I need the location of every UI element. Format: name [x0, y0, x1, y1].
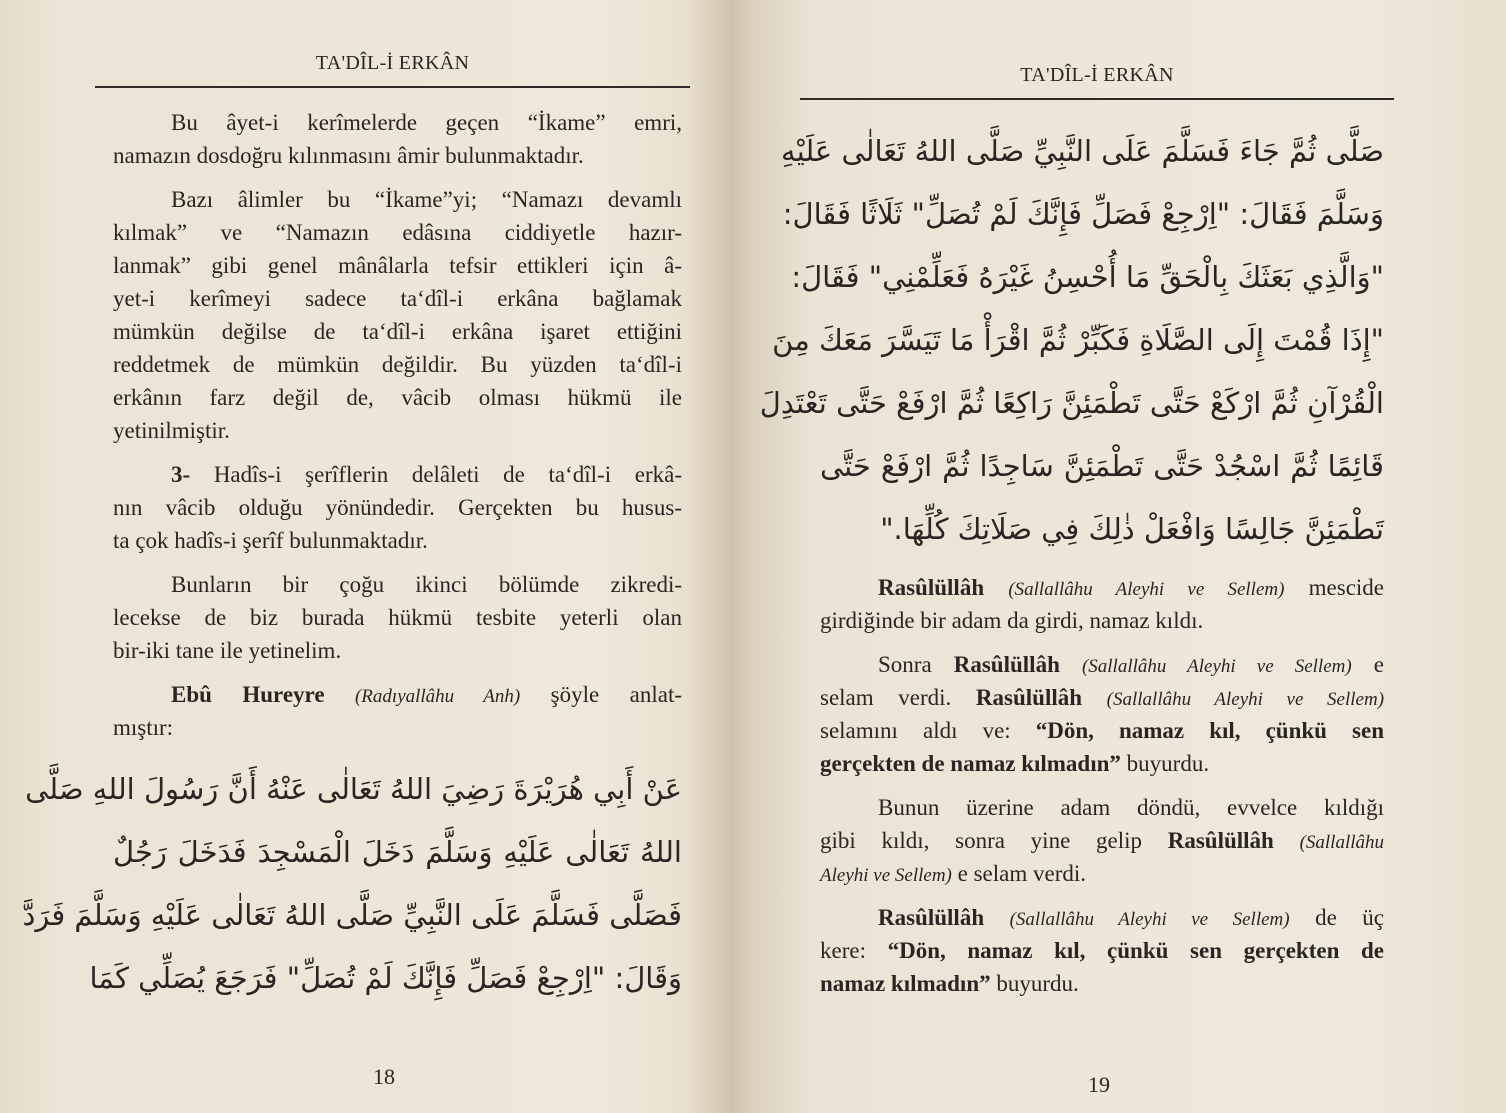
text: yet-i kerîmeyi sadece ta‘dîl-i erkâna bağlamak	[113, 286, 682, 311]
paragraph	[820, 791, 1384, 890]
text: selamını aldı ve:	[820, 718, 1036, 743]
italic-text: (Sallallâhu Aleyhi ve Sellem)	[1106, 689, 1385, 710]
text: e	[1351, 652, 1384, 677]
italic-text: (Sallallâhu Aleyhi ve Sellem)	[1081, 656, 1352, 677]
text	[1082, 685, 1107, 710]
arabic-line: قَائِمًا ثُمَّ اسْجُدْ حَتَّى تَطْمَئِنَّ سَاجِدًا ثُمَّ ارْفَعْ حَتَّى	[820, 449, 1384, 483]
text: reddetmek de mümkün değildir. Bu yüzden ta‘dîl-i	[113, 352, 682, 377]
arabic-line: الْقُرْآنِ ثُمَّ ارْكَعْ حَتَّى تَطْمَئِنَّ رَاكِعًا ثُمَّ ارْفَعْ حَتَّى تَعْتَدِلَ	[759, 386, 1384, 420]
text: girdiğinde bir adam da girdi, namaz kıldı.	[820, 608, 1204, 633]
text: erkânın farz değil de, vâcib olması hükmü ile	[113, 385, 682, 410]
paragraph	[113, 458, 682, 557]
bold-text: Rasûlüllâh	[878, 575, 985, 600]
text: Bu âyet-i kerîmelerde geçen “İkame” emri,	[171, 110, 682, 135]
italic-text: (Radıyallâhu Anh)	[354, 686, 521, 707]
paragraph	[820, 901, 1384, 1000]
page-number: 18	[373, 1064, 395, 1089]
text: Bazı âlimler bu “İkame”yi; “Namazı devamlı	[171, 187, 682, 212]
arabic-line: "إِذَا قُمْتَ إِلَى الصَّلَاةِ فَكَبِّرْ ثُمَّ اقْرَأْ مَا تَيَسَّرَ مَعَكَ مِنَ	[772, 323, 1384, 357]
arabic-line: وَسَلَّمَ فَقَالَ: "اِرْجِعْ فَصَلِّ فَإِنَّكَ لَمْ تُصَلِّ" ثَلَاثًا فَقَالَ:	[782, 197, 1384, 231]
text: Bunun üzerine adam döndü, evvelce kıldığı	[878, 795, 1384, 820]
text-line	[113, 106, 682, 139]
text	[1274, 828, 1300, 853]
text: selam verdi.	[820, 685, 976, 710]
text: Hadîs-i şerîflerin delâleti de ta‘dîl-i erkâ-	[190, 462, 682, 487]
text-line	[113, 458, 682, 491]
text: mümkün değilse de ta‘dîl-i erkâna işaret ettiğini	[113, 319, 682, 344]
text-line	[113, 568, 682, 601]
text: lanmak” gibi genel mânâlarla tefsir ettikleri için â-	[113, 253, 682, 278]
bold-text: “Dön, namaz kıl, çünkü sen gerçekten de	[887, 938, 1384, 963]
header-rule	[800, 98, 1394, 100]
paragraph	[113, 183, 682, 447]
paragraph	[113, 106, 682, 172]
text-line	[820, 714, 1384, 747]
text-line	[113, 348, 682, 381]
arabic-line: اللهُ تَعَالٰى عَلَيْهِ وَسَلَّمَ دَخَلَ الْمَسْجِدَ فَدَخَلَ رَجُلٌ	[113, 835, 682, 869]
bold-text: Rasûlüllâh	[1167, 828, 1274, 853]
turkish-text	[820, 571, 1384, 1000]
paragraph	[820, 571, 1384, 637]
turkish-text	[113, 106, 682, 744]
arabic-hadith-text	[759, 120, 1384, 561]
italic-text: (Sallallâhu Aleyhi ve Sellem)	[1009, 909, 1290, 930]
text-line	[820, 857, 1384, 890]
bold-text: 3-	[171, 462, 191, 487]
paragraph	[113, 678, 682, 744]
header-rule	[95, 86, 690, 88]
text-line	[820, 934, 1384, 967]
running-header: TA'DÎL-İ ERKÂN	[1020, 64, 1174, 86]
text-line	[113, 634, 682, 667]
text-line	[113, 216, 682, 249]
text	[984, 575, 1008, 600]
text: ta çok hadîs-i şerîf bulunmaktadır.	[113, 528, 428, 553]
text: namazın dosdoğru kılınmasını âmir bulunmaktadır.	[113, 143, 584, 168]
page-body	[22, 106, 690, 1010]
text-line	[820, 571, 1384, 604]
italic-text: (Sallallâhu Aleyhi ve Sellem)	[1008, 579, 1285, 600]
italic-text: (Sallallâhu	[1299, 832, 1385, 853]
bold-text: Rasûlüllâh	[878, 905, 985, 930]
arabic-line: عَنْ أَبِي هُرَيْرَةَ رَضِيَ اللهُ تَعَالٰى عَنْهُ أَنَّ رَسُولَ اللهِ صَلَّى	[25, 772, 682, 806]
arabic-line: وَقَالَ: "اِرْجِعْ فَصَلِّ فَإِنَّكَ لَمْ تُصَلِّ" فَرَجَعَ يُصَلِّي كَمَا	[89, 961, 682, 995]
text-line	[820, 681, 1384, 714]
right-page	[759, 64, 1394, 1000]
text: buyurdu.	[1120, 751, 1210, 776]
paragraph	[113, 568, 682, 667]
arabic-hadith-text	[22, 758, 682, 1010]
text-line	[113, 601, 682, 634]
arabic-line: فَصَلَّى فَسَلَّمَ عَلَى النَّبِيِّ صَلَّى اللهُ تَعَالٰى عَلَيْهِ وَسَلَّمَ فَرَدَّ	[22, 898, 682, 932]
text-line	[820, 824, 1384, 857]
text-line	[113, 678, 682, 711]
bold-text: Ebû Hureyre	[171, 682, 325, 707]
text: gibi kıldı, sonra yine gelip	[820, 828, 1168, 853]
text-line	[113, 414, 682, 447]
text	[325, 682, 355, 707]
bold-text: Rasûlüllâh	[975, 685, 1083, 710]
text-line	[820, 901, 1384, 934]
text-line	[820, 604, 1384, 637]
text	[984, 905, 1010, 930]
paragraph	[820, 648, 1384, 780]
text: şöyle anlat-	[520, 682, 682, 707]
page-body	[759, 120, 1394, 1000]
text: e selam verdi.	[951, 861, 1086, 886]
text-line	[820, 747, 1384, 780]
page-number: 19	[1088, 1072, 1110, 1097]
text-line	[820, 967, 1384, 1000]
text-line	[113, 249, 682, 282]
text-line	[113, 139, 682, 172]
text: yetinilmiştir.	[113, 418, 230, 443]
bold-text: gerçekten de namaz kılmadın”	[820, 751, 1121, 776]
text: bir-iki tane ile yetinelim.	[113, 638, 342, 663]
text	[1060, 652, 1082, 677]
running-header: TA'DÎL-İ ERKÂN	[315, 52, 470, 74]
text: lecekse de biz burada hükmü tesbite yeterli olan	[113, 605, 682, 630]
text-line	[113, 381, 682, 414]
text-line	[113, 524, 682, 557]
left-page	[22, 52, 690, 1010]
text: Bunların bir çoğu ikinci bölümde zikredi-	[171, 572, 682, 597]
text: kılmak” ve “Namazın edâsına ciddiyetle hazır-	[113, 220, 682, 245]
bold-text: namaz kılmadın”	[820, 971, 991, 996]
text: mescide	[1284, 575, 1385, 600]
bold-text: Rasûlüllâh	[953, 652, 1060, 677]
text: Sonra	[878, 652, 954, 677]
text: mıştır:	[113, 715, 174, 740]
text: kere:	[820, 938, 888, 963]
text-line	[820, 791, 1384, 824]
text-line	[820, 648, 1384, 681]
text: buyurdu.	[990, 971, 1079, 996]
text-line	[113, 315, 682, 348]
arabic-line: "وَالَّذِي بَعَثَكَ بِالْحَقِّ مَا أُحْسِنُ غَيْرَهُ فَعَلِّمْنِي" فَقَالَ:	[791, 260, 1384, 294]
bold-text: “Dön, namaz kıl, çünkü sen	[1035, 718, 1385, 743]
text-line	[113, 491, 682, 524]
text: nın vâcib olduğu yönündedir. Gerçekten bu husus-	[113, 495, 682, 520]
arabic-line: تَطْمَئِنَّ جَالِسًا وَافْعَلْ ذٰلِكَ فِي صَلَاتِكَ كُلِّهَا."	[880, 512, 1384, 546]
italic-text: Aleyhi ve Sellem)	[820, 865, 952, 886]
text-line	[113, 711, 682, 744]
text: de üç	[1289, 905, 1384, 930]
text-line	[113, 282, 682, 315]
text-line	[113, 183, 682, 216]
arabic-line: صَلَّى ثُمَّ جَاءَ فَسَلَّمَ عَلَى النَّبِيِّ صَلَّى اللهُ تَعَالٰى عَلَيْهِ	[781, 134, 1384, 168]
